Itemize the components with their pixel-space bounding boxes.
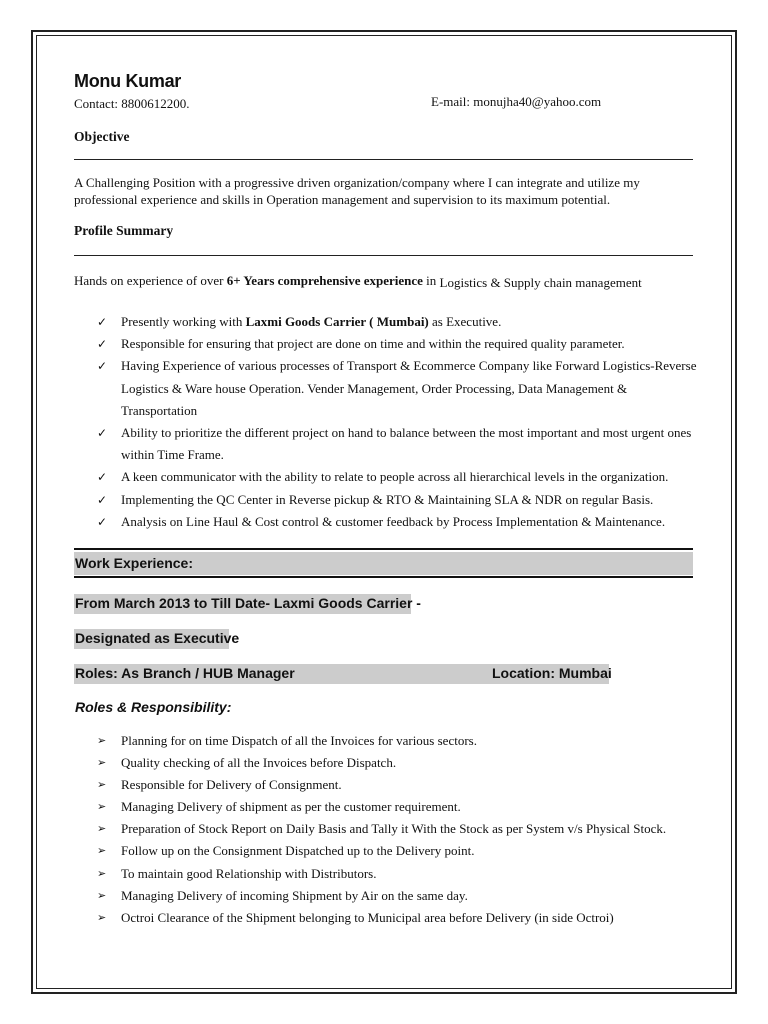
list-item: ✓ Analysis on Line Haul & Cost control & customer feedback by Process Implementation & Maintenance. [96,511,706,533]
list-item: ✓ Presently working with Laxmi Goods Carrier ( Mumbai) as Executive. [96,311,706,333]
employer-name: Laxmi Goods Carrier ( Mumbai) [245,314,429,329]
arrow-bullet-icon: ➢ [97,823,107,836]
checkmark-icon: ✓ [97,426,108,441]
objective-text: A Challenging Position with a progressive driven organization/company where I can integrate and utilize my professional experience and skills in Operation management and supervision to its maximum potential. [74,175,640,207]
list-item: ➢ Responsible for Delivery of Consignment. [96,774,706,796]
responsibility-list [96,730,706,929]
list-item: ✓ Having Experience of various processes of Transport & Ecommerce Company like Forward Logistics-Reverse Logistics & Ware house Operation. Vender Management, Order Processing, Data Management & Transportation [96,355,706,422]
objective-divider [74,159,693,160]
list-item: ✓ Responsible for ensuring that project are done on time and within the required quality parameter. [96,333,706,355]
responsibility-heading: Roles & Responsibility: [75,699,232,715]
candidate-name: Monu Kumar [74,71,181,91]
profile-intro [74,273,642,289]
arrow-bullet-icon: ➢ [97,911,107,924]
checkmark-icon: ✓ [97,315,108,329]
employment-period: From March 2013 to Till Date- Laxmi Goods Carrier - [75,595,421,611]
list-item: ➢ To maintain good Relationship with Distributors. [96,863,706,885]
list-item: ➢ Planning for on time Dispatch of all the Invoices for various sectors. [96,730,706,752]
profile-bullet-list [96,311,706,533]
arrow-bullet-icon: ➢ [97,735,107,747]
list-item: ➢ Preparation of Stock Report on Daily Basis and Tally it With the Stock as per System v/s Physical Stock. [96,818,706,840]
list-item: ➢ Octroi Clearance of the Shipment belonging to Municipal area before Delivery (in side Octroi) [96,907,706,929]
profile-intro-suffix: Logistics & Supply chain management [439,275,642,290]
list-item: ➢ Managing Delivery of incoming Shipment by Air on the same day. [96,885,706,907]
checkmark-icon: ✓ [97,337,108,352]
arrow-bullet-icon: ➢ [97,867,107,880]
list-item: ➢ Quality checking of all the Invoices before Dispatch. [96,752,706,774]
email-address: E-mail: monujha40@yahoo.com [431,94,602,109]
designation: Designated as Executive [75,630,240,646]
work-divider-top [74,548,693,550]
work-divider-bottom [74,576,693,578]
work-location: Location: Mumbai [492,665,612,681]
list-item: ➢ Managing Delivery of shipment as per the customer requirement. [96,796,706,818]
profile-intro-prefix: Hands on experience of over [74,273,227,288]
profile-intro-bold: 6+ Years comprehensive experience [226,273,423,288]
checkmark-icon: ✓ [97,514,108,529]
objective-heading: Objective [74,129,130,144]
arrow-bullet-icon: ➢ [97,779,107,792]
list-item: ➢ Follow up on the Consignment Dispatched up to the Delivery point. [96,840,706,862]
checkmark-icon: ✓ [97,470,108,485]
profile-summary-heading: Profile Summary [74,223,174,238]
arrow-bullet-icon: ➢ [97,845,107,858]
list-item: ✓ Ability to prioritize the different project on hand to balance between the most important and most urgent ones within Time Frame. [96,422,706,466]
profile-intro-mid: in [422,273,440,288]
work-experience-heading: Work Experience: [75,555,194,571]
list-item: ✓ A keen communicator with the ability to relate to people across all hierarchical levels in the organization. [96,466,706,488]
contact-number: Contact: 8800612200. [74,96,190,111]
arrow-bullet-icon: ➢ [97,801,107,814]
role-title: Roles: As Branch / HUB Manager [75,665,295,681]
checkmark-icon: ✓ [97,359,108,374]
list-item: ✓ Implementing the QC Center in Reverse pickup & RTO & Maintaining SLA & NDR on regular Basis. [96,489,706,511]
arrow-bullet-icon: ➢ [97,757,107,770]
arrow-bullet-icon: ➢ [97,889,107,902]
checkmark-icon: ✓ [97,492,108,507]
profile-divider [74,255,693,256]
